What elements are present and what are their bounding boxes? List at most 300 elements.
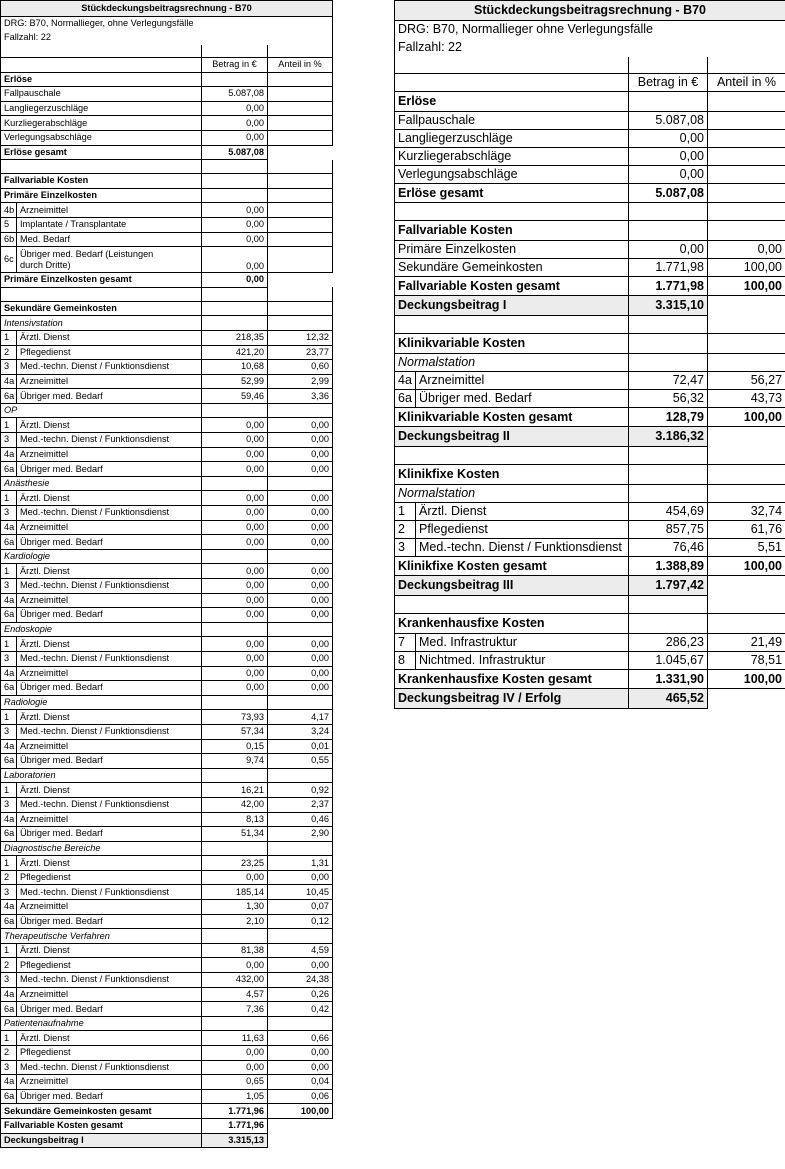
db-row (395, 576, 785, 596)
row-betrag: 454,69 (629, 503, 708, 521)
db-label: Deckungsbeitrag I (395, 296, 629, 316)
row-label: Ärztl. Dienst (17, 637, 202, 652)
col-betrag-header: Betrag in € (629, 74, 708, 92)
cost-row (1, 345, 333, 360)
erloese-row (395, 148, 785, 166)
row-betrag: 185,14 (202, 885, 268, 900)
table-cell (202, 1016, 268, 1031)
row-betrag: 0,00 (202, 1060, 268, 1075)
cost-row (1, 973, 333, 988)
row-code: 1 (1, 330, 17, 345)
row-label: Med.-techn. Dienst / Funktionsdienst (17, 724, 202, 739)
total-value: 1.771,96 (202, 1104, 268, 1119)
row-anteil: 0,00 (268, 593, 333, 608)
table-cell (202, 841, 268, 856)
row-anteil: 0,06 (268, 1089, 333, 1104)
table-cell (268, 841, 333, 856)
row-code: 2 (1, 345, 17, 360)
total-value: 1.771,96 (202, 1118, 268, 1133)
row-anteil: 0,00 (268, 681, 333, 696)
section-header: Erlöse (1, 72, 202, 87)
row-betrag: 0,00 (202, 666, 268, 681)
table-cell (395, 316, 629, 334)
fallzahl-row (395, 39, 785, 57)
group-row (395, 354, 785, 372)
group-header: Laboratorien (1, 768, 202, 783)
cost-row (1, 330, 333, 345)
row-anteil: 32,74 (708, 503, 785, 521)
row-anteil: 0,00 (268, 418, 333, 433)
group-row (1, 622, 333, 637)
row-code: 2 (1, 958, 17, 973)
row-betrag: 0,00 (202, 1046, 268, 1061)
row-betrag: 4,57 (202, 987, 268, 1002)
row-betrag: 0,00 (202, 217, 268, 232)
total-label: Fallvariable Kosten gesamt (1, 1118, 202, 1133)
table-cell (202, 768, 268, 783)
total-label: Erlöse gesamt (1, 145, 202, 160)
table-cell (629, 614, 708, 634)
db-value: 3.315,13 (202, 1133, 268, 1148)
table-cell (268, 1133, 333, 1148)
row-label: Arzneimittel (17, 1075, 202, 1090)
row-code: 6c (1, 247, 17, 273)
row-betrag: 0,00 (202, 130, 268, 145)
table-cell (268, 101, 333, 116)
row-betrag: 0,00 (202, 418, 268, 433)
subsection-header: Primäre Einzelkosten (1, 188, 202, 203)
spacer-row (1, 287, 333, 301)
table-cell (202, 188, 268, 203)
section-row (395, 221, 785, 241)
table-cell (268, 301, 333, 316)
row-betrag: 0,00 (202, 593, 268, 608)
row-betrag: 0,15 (202, 739, 268, 754)
drg-row (395, 21, 785, 39)
group-header: Kardiologie (1, 549, 202, 564)
cost-row (1, 958, 333, 973)
table-cell (268, 273, 333, 288)
total-anteil: 100,00 (708, 557, 785, 576)
cost-row (1, 462, 333, 477)
total-row (1, 1118, 333, 1133)
group-header: Radiologie (1, 695, 202, 710)
table-cell (708, 166, 785, 184)
row-betrag: 0,00 (202, 520, 268, 535)
fallzahl-row (1, 31, 333, 45)
row-anteil: 0,12 (268, 914, 333, 929)
row-anteil: 0,00 (268, 870, 333, 885)
section-header: Erlöse (395, 92, 629, 112)
row-code: 4a (1, 666, 17, 681)
row-betrag: 0,65 (202, 1075, 268, 1090)
row-betrag: 73,93 (202, 710, 268, 725)
cost-row (1, 827, 333, 842)
row-betrag: 0,00 (202, 958, 268, 973)
db-value: 465,52 (629, 689, 708, 709)
row-label: Pflegedienst (17, 870, 202, 885)
table-cell (629, 485, 708, 503)
row-betrag: 11,63 (202, 1031, 268, 1046)
total-label: Klinikvariable Kosten gesamt (395, 408, 629, 427)
total-value: 1.331,90 (629, 670, 708, 689)
cost-row (395, 634, 785, 652)
group-header: OP (1, 403, 202, 418)
cost-row (1, 433, 333, 448)
table-cell (268, 87, 333, 102)
table-cell (268, 203, 333, 218)
row-label: Ärztl. Dienst (17, 943, 202, 958)
row-code: 6a (395, 390, 416, 408)
right-drg: DRG: B70, Normallieger ohne Verlegungsfälle (395, 21, 785, 39)
total-value: 128,79 (629, 408, 708, 427)
table-cell (268, 549, 333, 564)
table-cell (629, 316, 708, 334)
table-cell (395, 596, 629, 614)
row-code: 1 (1, 710, 17, 725)
left-title: Stückdeckungsbeitragsrechnung - B70 (1, 1, 333, 17)
cost-row (1, 710, 333, 725)
row-label: Arzneimittel (17, 447, 202, 462)
table-cell (1, 287, 202, 301)
row-betrag: 7,36 (202, 1002, 268, 1017)
row-anteil: 12,32 (268, 330, 333, 345)
table-cell (268, 287, 333, 301)
row-betrag: 0,00 (202, 506, 268, 521)
row-anteil: 0,00 (268, 447, 333, 462)
table-cell (629, 596, 708, 614)
cost-row (1, 739, 333, 754)
group-header: Therapeutische Verfahren (1, 929, 202, 944)
row-label: Sekundäre Gemeinkosten (395, 259, 629, 277)
table-cell (629, 57, 708, 74)
row-label: Ärztl. Dienst (17, 564, 202, 579)
total-row (395, 408, 785, 427)
cost-row (1, 914, 333, 929)
table-cell (708, 296, 785, 316)
table-cell (268, 72, 333, 87)
row-betrag: 0,00 (202, 116, 268, 131)
total-value: 5.087,08 (202, 145, 268, 160)
total-anteil: 100,00 (708, 408, 785, 427)
row-code: 4a (1, 374, 17, 389)
table-cell (268, 1016, 333, 1031)
row-label: Langliegerzuschläge (1, 101, 202, 116)
cost-row (395, 241, 785, 259)
row-label: Arzneimittel (17, 203, 202, 218)
row-anteil: 4,59 (268, 943, 333, 958)
row-label: Med.-techn. Dienst / Funktionsdienst (17, 506, 202, 521)
table-cell (268, 768, 333, 783)
row-anteil: 0,00 (268, 520, 333, 535)
cost-row (1, 1060, 333, 1075)
row-label: Übriger med. Bedarf (17, 608, 202, 623)
table-cell (268, 45, 333, 58)
erloese-row (395, 166, 785, 184)
row-code: 3 (1, 973, 17, 988)
table-cell (395, 447, 629, 465)
row-label: Implantate / Transplantate (17, 217, 202, 232)
total-label: Primäre Einzelkosten gesamt (1, 273, 202, 288)
table-cell (268, 929, 333, 944)
row-anteil: 0,00 (268, 506, 333, 521)
row-anteil: 0,00 (268, 1046, 333, 1061)
cost-row (395, 372, 785, 390)
row-anteil: 0,00 (268, 491, 333, 506)
row-code: 6b (1, 232, 17, 247)
db-value: 3.315,10 (629, 296, 708, 316)
row-betrag: 76,46 (629, 539, 708, 557)
row-anteil: 23,77 (268, 345, 333, 360)
row-label: Ärztl. Dienst (17, 783, 202, 798)
row-anteil: 0,00 (268, 433, 333, 448)
total-anteil: 100,00 (708, 277, 785, 296)
row-anteil: 0,07 (268, 900, 333, 915)
row-betrag: 0,00 (202, 579, 268, 594)
row-code: 6a (1, 914, 17, 929)
cost-row (395, 521, 785, 539)
row-anteil: 0,46 (268, 812, 333, 827)
row-code: 3 (1, 360, 17, 375)
row-label: Pflegedienst (17, 958, 202, 973)
total-anteil: 100,00 (268, 1104, 333, 1119)
row-anteil: 0,01 (268, 739, 333, 754)
spacer-row (395, 316, 785, 334)
group-row (1, 841, 333, 856)
cost-row (1, 374, 333, 389)
row-code: 6a (1, 535, 17, 550)
row-label: Nichtmed. Infrastruktur (416, 652, 629, 670)
row-betrag: 5.087,08 (629, 112, 708, 130)
cost-row (1, 637, 333, 652)
table-cell (202, 45, 268, 58)
row-code: 3 (1, 579, 17, 594)
row-code: 4a (395, 372, 416, 390)
row-code: 4a (1, 1075, 17, 1090)
row-betrag: 59,46 (202, 389, 268, 404)
row-anteil: 0,55 (268, 754, 333, 769)
cost-row (1, 651, 333, 666)
total-row (1, 145, 333, 160)
row-anteil: 24,38 (268, 973, 333, 988)
row-code: 6a (1, 389, 17, 404)
table-cell (268, 403, 333, 418)
primaere-row (1, 217, 333, 232)
row-code: 6a (1, 462, 17, 477)
cost-row (1, 943, 333, 958)
row-anteil: 3,36 (268, 389, 333, 404)
column-header-row (1, 58, 333, 73)
group-row (1, 316, 333, 331)
row-code: 3 (1, 506, 17, 521)
col-anteil-header: Anteil in % (708, 74, 785, 92)
group-header: Diagnostische Bereiche (1, 841, 202, 856)
table-cell (268, 160, 333, 174)
row-code: 1 (1, 783, 17, 798)
db-label: Deckungsbeitrag II (395, 427, 629, 447)
spacer-row (395, 57, 785, 74)
row-betrag: 10,68 (202, 360, 268, 375)
total-row (395, 557, 785, 576)
table-cell (268, 1118, 333, 1133)
row-code: 4a (1, 812, 17, 827)
row-code: 6a (1, 608, 17, 623)
row-anteil: 4,17 (268, 710, 333, 725)
row-betrag: 0,00 (202, 870, 268, 885)
row-code: 1 (1, 856, 17, 871)
table-cell (268, 217, 333, 232)
table-cell (202, 72, 268, 87)
group-header: Normalstation (395, 485, 629, 503)
row-anteil: 61,76 (708, 521, 785, 539)
cost-row (1, 1075, 333, 1090)
db-value: 3.186,32 (629, 427, 708, 447)
row-betrag: 16,21 (202, 783, 268, 798)
table-cell (268, 174, 333, 189)
erloese-row (1, 116, 333, 131)
section-row (1, 188, 333, 203)
table-cell (395, 74, 629, 92)
table-cell (708, 184, 785, 203)
row-betrag: 5.087,08 (202, 87, 268, 102)
row-label-line1: Übriger med. Bedarf (Leistungen (20, 248, 154, 259)
row-betrag: 421,20 (202, 345, 268, 360)
row-betrag: 218,35 (202, 330, 268, 345)
row-betrag: 23,25 (202, 856, 268, 871)
row-anteil: 0,00 (708, 241, 785, 259)
table-cell (202, 549, 268, 564)
db-row (395, 427, 785, 447)
table-cell (629, 465, 708, 485)
column-header-row (395, 74, 785, 92)
section-row (395, 334, 785, 354)
table-cell (268, 232, 333, 247)
cost-row (1, 1031, 333, 1046)
row-label: Arzneimittel (17, 520, 202, 535)
row-betrag: 72,47 (629, 372, 708, 390)
total-value: 1.771,98 (629, 277, 708, 296)
row-label: Ärztl. Dienst (17, 330, 202, 345)
row-anteil: 0,26 (268, 987, 333, 1002)
row-code: 4a (1, 447, 17, 462)
row-label: Übriger med. Bedarf (416, 390, 629, 408)
row-betrag: 857,75 (629, 521, 708, 539)
row-betrag: 0,00 (202, 564, 268, 579)
db-label: Deckungsbeitrag I (1, 1133, 202, 1148)
row-code: 6a (1, 1002, 17, 1017)
table-cell (708, 689, 785, 709)
cost-row (1, 870, 333, 885)
row-anteil: 0,60 (268, 360, 333, 375)
primaere-row (1, 247, 333, 273)
row-label: Verlegungsabschläge (1, 130, 202, 145)
row-betrag: 0,00 (202, 447, 268, 462)
section-header: Fallvariable Kosten (395, 221, 629, 241)
table-cell (708, 354, 785, 372)
row-betrag: 286,23 (629, 634, 708, 652)
table-cell (629, 354, 708, 372)
row-code: 1 (1, 637, 17, 652)
row-betrag: 56,32 (629, 390, 708, 408)
spacer-row (395, 447, 785, 465)
table-cell (708, 203, 785, 221)
row-label: Ärztl. Dienst (17, 856, 202, 871)
group-header: Patientenaufnahme (1, 1016, 202, 1031)
section-row (395, 92, 785, 112)
table-cell (1, 45, 202, 58)
table-cell (708, 465, 785, 485)
row-label: Arzneimittel (17, 593, 202, 608)
table-cell (708, 614, 785, 634)
row-code: 3 (1, 724, 17, 739)
table-cell (629, 334, 708, 354)
table-cell (202, 301, 268, 316)
row-betrag: 42,00 (202, 797, 268, 812)
section-header: Klinikfixe Kosten (395, 465, 629, 485)
cost-row (1, 360, 333, 375)
row-code: 6a (1, 827, 17, 842)
db-value: 1.797,42 (629, 576, 708, 596)
row-betrag: 0,00 (629, 241, 708, 259)
cost-row (395, 652, 785, 670)
table-cell (1, 58, 202, 73)
row-code: 8 (395, 652, 416, 670)
row-betrag: 0,00 (629, 130, 708, 148)
row-betrag: 0,00 (629, 148, 708, 166)
db-label: Deckungsbeitrag III (395, 576, 629, 596)
table-cell (202, 622, 268, 637)
cost-row (395, 503, 785, 521)
row-betrag: 0,00 (202, 433, 268, 448)
db-label: Deckungsbeitrag IV / Erfolg (395, 689, 629, 709)
table-cell (708, 112, 785, 130)
row-label: Med. Bedarf (17, 232, 202, 247)
row-code: 1 (1, 943, 17, 958)
row-code: 7 (395, 634, 416, 652)
row-label: Übriger med. Bedarf (17, 462, 202, 477)
table-cell (395, 203, 629, 221)
primaere-row (1, 232, 333, 247)
row-label: Pflegedienst (17, 345, 202, 360)
row-anteil: 3,24 (268, 724, 333, 739)
row-label: Med.-techn. Dienst / Funktionsdienst (17, 433, 202, 448)
table-cell (629, 221, 708, 241)
row-anteil: 0,42 (268, 1002, 333, 1017)
row-label: Kurzliegerabschläge (1, 116, 202, 131)
row-label: Arzneimittel (17, 987, 202, 1002)
cost-row (1, 666, 333, 681)
title-row (1, 1, 333, 17)
row-betrag: 9,74 (202, 754, 268, 769)
row-betrag: 0,00 (202, 535, 268, 550)
row-label: Med.-techn. Dienst / Funktionsdienst (17, 360, 202, 375)
cost-row (1, 812, 333, 827)
row-anteil: 0,66 (268, 1031, 333, 1046)
total-anteil: 100,00 (708, 670, 785, 689)
row-betrag: 1.771,98 (629, 259, 708, 277)
row-label: Primäre Einzelkosten (395, 241, 629, 259)
cost-row (1, 579, 333, 594)
erloese-row (1, 130, 333, 145)
spacer-row (395, 203, 785, 221)
row-code: 3 (1, 1060, 17, 1075)
row-code: 3 (1, 885, 17, 900)
total-label: Sekundäre Gemeinkosten gesamt (1, 1104, 202, 1119)
row-label (17, 247, 202, 273)
row-betrag: 51,34 (202, 827, 268, 842)
total-value: 1.388,89 (629, 557, 708, 576)
row-betrag: 0,00 (202, 203, 268, 218)
